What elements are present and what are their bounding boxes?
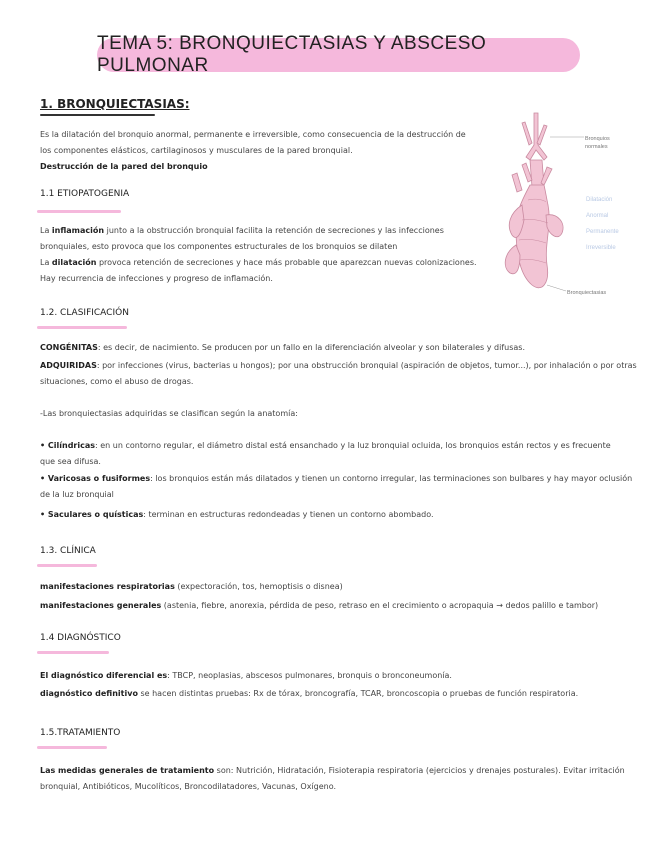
highlight-underline <box>37 210 121 213</box>
clinica-respiratorias: manifestaciones respiratorias (expectoración, tos, hemoptisis o disnea) <box>40 582 343 591</box>
tratamiento-line-2: bronquial, Antibióticos, Mucolíticos, Broncodilatadores, Vacunas, Oxígeno. <box>40 782 337 791</box>
tratamiento-line-1: Las medidas generales de tratamiento son: Nutrición, Hidratación, Fisioterapia respiratoria (ejercicios y drenajes posturales). Evitar irritación <box>40 766 625 775</box>
tipo-cilindricas: • Cilíndricas: en un contorno regular, el diámetro distal está ensanchado y la luz bronquial ocluida, los bronquios están rectos y es frecuente <box>40 441 611 450</box>
highlight-underline <box>37 326 127 329</box>
definition-line-2: los componentes elásticos, cartilaginosos y musculares de la pared bronquial. <box>40 146 353 155</box>
section-heading-tratamiento: 1.5.TRATAMIENTO <box>40 728 121 738</box>
definition-line-3: Destrucción de la pared del bronquio <box>40 162 208 171</box>
definition-line-1: Es la dilatación del bronquio anormal, permanente e irreversible, como consecuencia de la destrucción de <box>40 130 466 139</box>
section-heading-clinica: 1.3. CLÍNICA <box>40 546 96 556</box>
label-dilatacion: Dilatación <box>586 197 613 203</box>
diagnostico-diferencial: El diagnóstico diferencial es: TBCP, neoplasias, abscesos pulmonares, bronquis o bronconeumonía. <box>40 671 452 680</box>
page-title: TEMA 5: BRONQUIECTASIAS Y ABSCESO PULMONAR <box>97 33 487 76</box>
highlight-underline <box>37 564 97 567</box>
etiopatogenia-line-3: La dilatación provoca retención de secreciones y hace más probable que aparezcan nuevas colonizaciones. <box>40 258 477 267</box>
tipo-cilindricas-cont: que sea difusa. <box>40 457 101 466</box>
etiopatogenia-line-2: bronquiales, esto provoca que los componentes estructurales de los bronquios se dilaten <box>40 242 398 251</box>
bronchus-tree <box>505 113 563 288</box>
label-permanente: Permanente <box>586 229 619 235</box>
section-heading-etiopatogenia: 1.1 ETIOPATOGENIA <box>40 189 130 199</box>
clasificacion-anatomia: -Las bronquiectasias adquiridas se clasifican según la anatomía: <box>40 409 298 418</box>
highlight-underline <box>37 651 109 654</box>
clasificacion-congenitas: CONGÉNITAS: es decir, de nacimiento. Se producen por un fallo en la diferenciación alveolar y son bilaterales y difusas. <box>40 343 526 352</box>
etiopatogenia-line-4: Hay recurrencia de infecciones y progreso de inflamación. <box>40 274 273 283</box>
clasificacion-adquiridas: ADQUIRIDAS: por infecciones (virus, bacterias u hongos); por una obstrucción bronquial (aspiración de objetos, tumor...), por inhalación o por otras <box>40 361 637 370</box>
section-heading-bronquiectasias: 1. BRONQUIECTASIAS: <box>40 97 190 111</box>
clasificacion-adquiridas-cont: situaciones, como el abuso de drogas. <box>40 377 194 386</box>
title-banner <box>97 33 580 76</box>
section-heading-diagnostico: 1.4 DIAGNÓSTICO <box>40 633 121 643</box>
tipo-varicosas: • Varicosas o fusiformes: los bronquios están más dilatados y tienen un contorno irregular, las terminaciones son bulbares y hay mayor oclusión <box>40 474 633 483</box>
label-bronquiectasias: Bronquiectasias <box>567 290 607 296</box>
section-heading-clasificacion: 1.2. CLASIFICACIÓN <box>40 308 129 318</box>
tipo-varicosas-cont: de la luz bronquial <box>40 490 114 499</box>
highlight-underline <box>37 746 107 749</box>
label-bronquios-normales: Bronquios <box>585 136 610 142</box>
tipo-saculares: • Saculares o quísticas: terminan en estructuras redondeadas y tienen un contorno abombado. <box>40 510 434 519</box>
bronchiectasis-diagram <box>492 105 642 300</box>
clinica-generales: manifestaciones generales (astenia, fiebre, anorexia, pérdida de peso, retraso en el crecimiento o acropaquia → dedos palillo e tambor) <box>40 601 599 610</box>
diagnostico-definitivo: diagnóstico definitivo se hacen distintas pruebas: Rx de tórax, broncografía, TCAR, broncoscopia o pruebas de función respiratoria. <box>40 689 579 698</box>
label-pointer-2 <box>547 285 566 291</box>
label-irreversible: Irreversible <box>586 245 616 251</box>
etiopatogenia-line-1: La inflamación junto a la obstrucción bronquial facilita la retención de secreciones y las infecciones <box>40 226 444 235</box>
label-anormal: Anormal <box>586 213 609 219</box>
label-bronquios-normales-2: normales <box>585 144 608 150</box>
heading-underline <box>40 114 155 116</box>
